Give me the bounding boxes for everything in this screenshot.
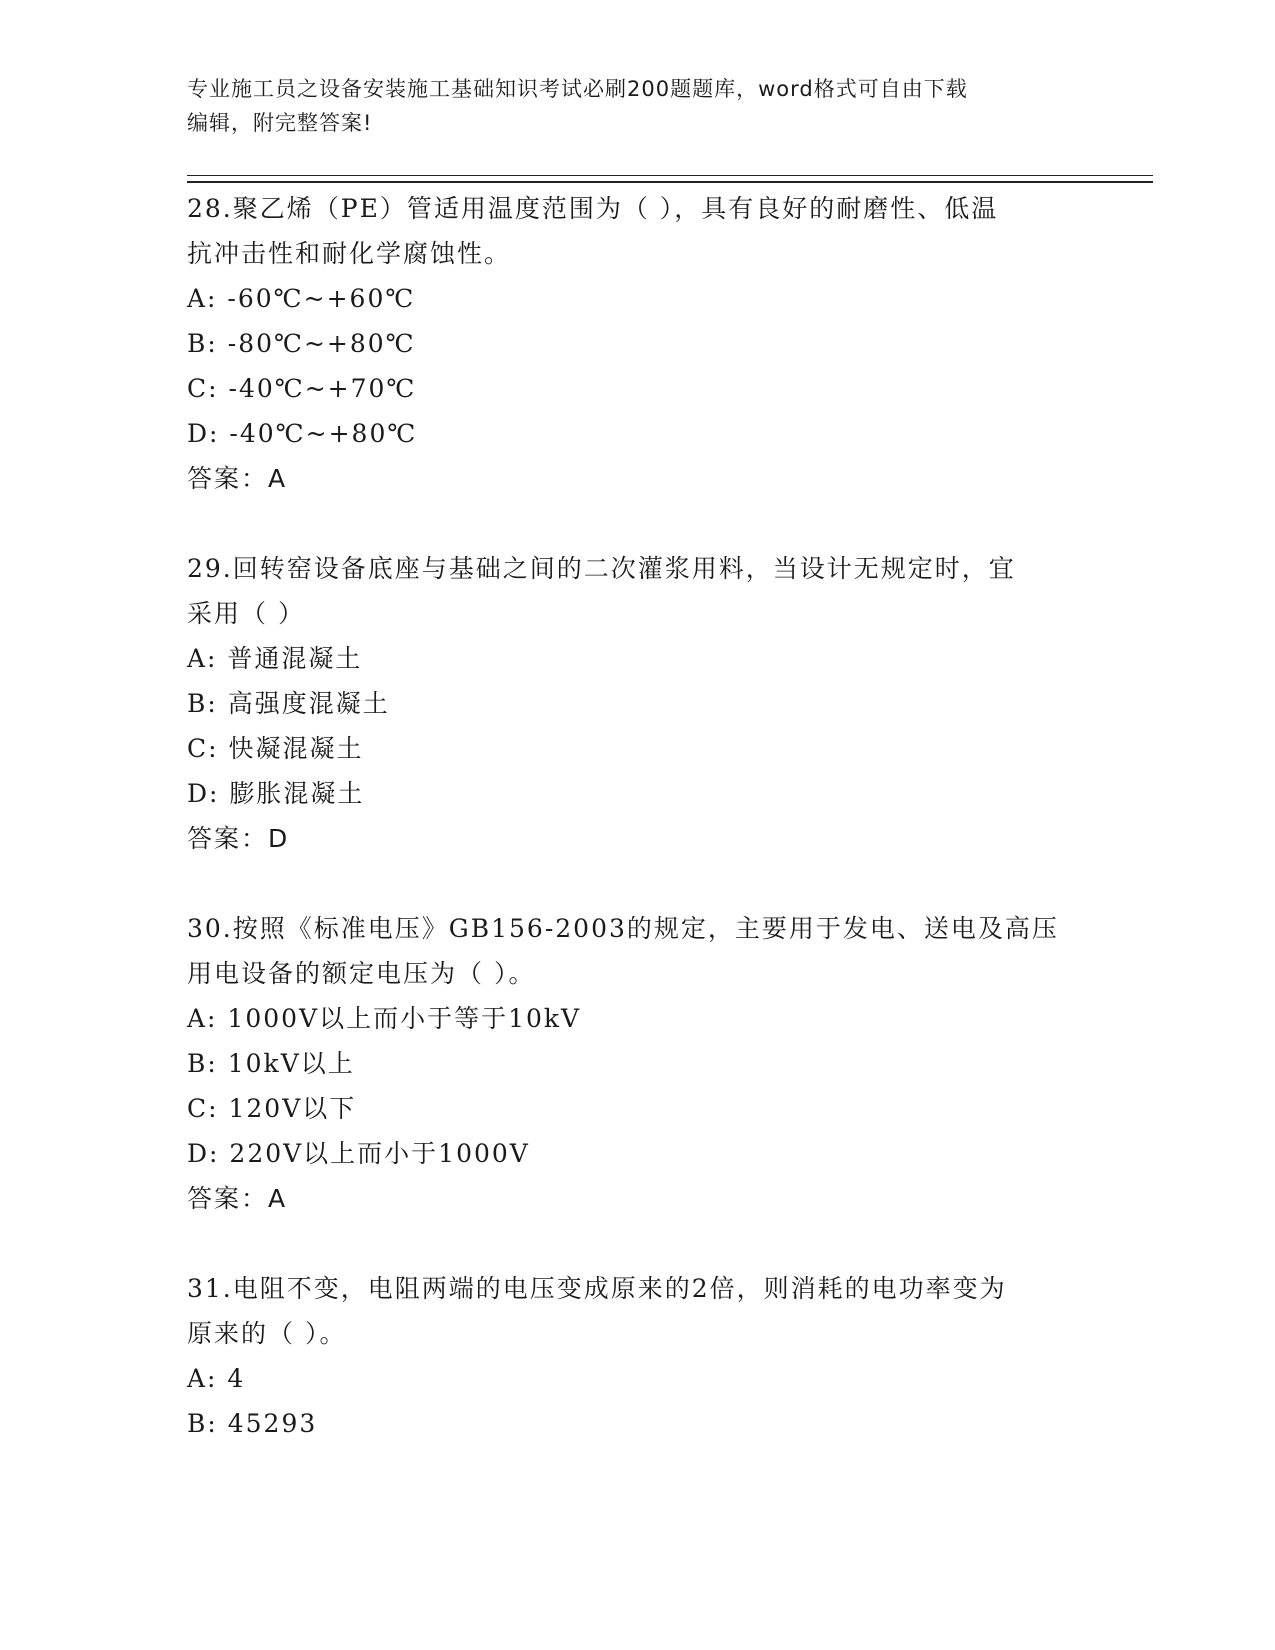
question-stem-line: 采用（ ） (187, 599, 305, 628)
header-line-1: 专业施工员之设备安装施工基础知识考试必刷200题题库，word格式可自由下载 (187, 77, 968, 101)
question-stem-line: 31.电阻不变，电阻两端的电压变成原来的2倍，则消耗的电功率变为 (187, 1274, 1007, 1303)
question-31 (187, 1266, 1087, 1446)
answer-line: 答案：D (187, 824, 290, 853)
option-d: D: 220V以上而小于1000V (187, 1139, 530, 1168)
question-stem (187, 906, 1087, 996)
spacer (187, 501, 1087, 546)
question-stem-line: 28.聚乙烯（PE）管适用温度范围为（ ），具有良好的耐磨性、低温 (187, 194, 999, 223)
question-30 (187, 906, 1087, 1266)
option-d: D: 膨胀混凝土 (187, 779, 365, 808)
question-stem-line: 29.回转窑设备底座与基础之间的二次灌浆用料，当设计无规定时，宜 (187, 554, 1016, 583)
option-c: C: 120V以下 (187, 1094, 357, 1123)
spacer (187, 1221, 1087, 1266)
option-a: A: 普通混凝土 (187, 644, 363, 673)
header-divider-top (187, 175, 1153, 176)
spacer (187, 861, 1087, 906)
option-b: B: 高强度混凝土 (187, 689, 390, 718)
question-stem-line: 用电设备的额定电压为（ ）。 (187, 959, 536, 988)
answer-line: 答案：A (187, 1184, 288, 1213)
question-stem-line: 原来的（ ）。 (187, 1319, 347, 1348)
option-c: C: -40℃~+70℃ (187, 374, 417, 403)
option-b: B: 45293 (187, 1409, 318, 1438)
question-29 (187, 546, 1087, 906)
option-b: B: 10kV以上 (187, 1049, 355, 1078)
option-a: A: 4 (187, 1364, 246, 1393)
option-a: A: -60℃~+60℃ (187, 284, 416, 313)
header-divider-bottom (187, 181, 1153, 183)
header-line-2: 编辑，附完整答案! (187, 111, 373, 135)
question-28 (187, 186, 1087, 546)
question-stem (187, 186, 1087, 276)
question-stem-line: 30.按照《标准电压》GB156-2003的规定，主要用于发电、送电及高压 (187, 914, 1059, 943)
document-header (187, 72, 1087, 140)
option-d: D: -40℃~+80℃ (187, 419, 418, 448)
option-a: A: 1000V以上而小于等于10kV (187, 1004, 582, 1033)
answer-line: 答案：A (187, 464, 288, 493)
question-stem (187, 546, 1087, 636)
option-c: C: 快凝混凝土 (187, 734, 364, 763)
question-stem (187, 1266, 1087, 1356)
question-stem-line: 抗冲击性和耐化学腐蚀性。 (187, 239, 512, 268)
option-b: B: -80℃~+80℃ (187, 329, 416, 358)
question-list (187, 186, 1087, 1446)
